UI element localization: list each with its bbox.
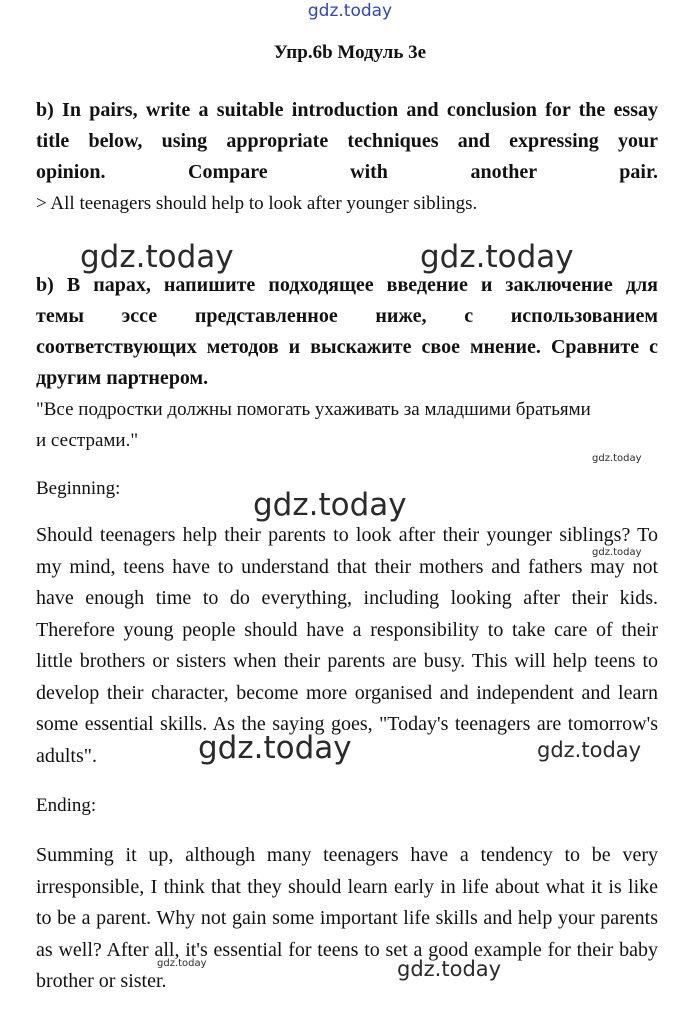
watermark-top: gdz.today (307, 1, 393, 21)
task-english-line-2: title below, using appropriate techniques and expressing your (36, 130, 658, 152)
page-title: Упр.6b Модуль 3e (273, 42, 427, 63)
watermark-lower-left: gdz.today (198, 730, 352, 766)
beginning-label: Beginning: (36, 478, 121, 499)
task-russian-topic-line-1: "Все подростки должны помогать ухаживать за младшими братьями (36, 399, 591, 420)
watermark-small-1: gdz.today (592, 453, 642, 464)
task-english-line-3: opinion. Compare with another pair. (36, 161, 658, 183)
ending-text: Summing it up, although many teenagers have a tendency to be very irresponsible, I think that they should learn early in life about what it is like to be a parent. Why not gain some important life skills and help your parents as well? After all, it's essential for teens to set a good example for their baby brother or sister. (36, 844, 658, 992)
ending-label: Ending: (36, 795, 97, 816)
task-russian-line-4: другим партнером. (36, 367, 209, 389)
task-russian (36, 270, 658, 456)
task-russian-topic-line-2: и сестрами." (36, 430, 139, 451)
watermark-bottom-small: gdz.today (157, 958, 207, 969)
watermark-small-2: gdz.today (592, 547, 642, 558)
task-english-topic: > All teenagers should help to look after younger siblings. (36, 193, 478, 214)
task-russian-line-2: темы эссе представленное ниже, с использованием (36, 305, 658, 327)
watermark-mid-right: gdz.today (420, 239, 574, 275)
watermark-mid-left: gdz.today (80, 239, 234, 275)
watermark-bottom: gdz.today (397, 957, 502, 981)
task-english (36, 95, 658, 219)
task-english-line-1: b) In pairs, write a suitable introduction and conclusion for the essay (36, 99, 658, 121)
watermark-lower-right: gdz.today (537, 738, 642, 762)
task-russian-line-1: b) В парах, напишите подходящее введение и заключение для (36, 274, 658, 296)
watermark-center: gdz.today (253, 487, 407, 523)
task-russian-line-3: соответствующих методов и выскажите свое мнение. Сравните с (36, 336, 658, 358)
beginning-text: Should teenagers help their parents to look after their younger siblings? To my mind, teens have to understand that their mothers and fathers may not have enough time to do everything, including looking after their kids. Therefore young people should have a responsibility to take care of their little brothers or sisters when their parents are busy. This will help teens to develop their character, become more organised and independent and learn some essential skills. As the saying goes, "Today's teenagers are tomorrow's adults". (36, 524, 658, 767)
